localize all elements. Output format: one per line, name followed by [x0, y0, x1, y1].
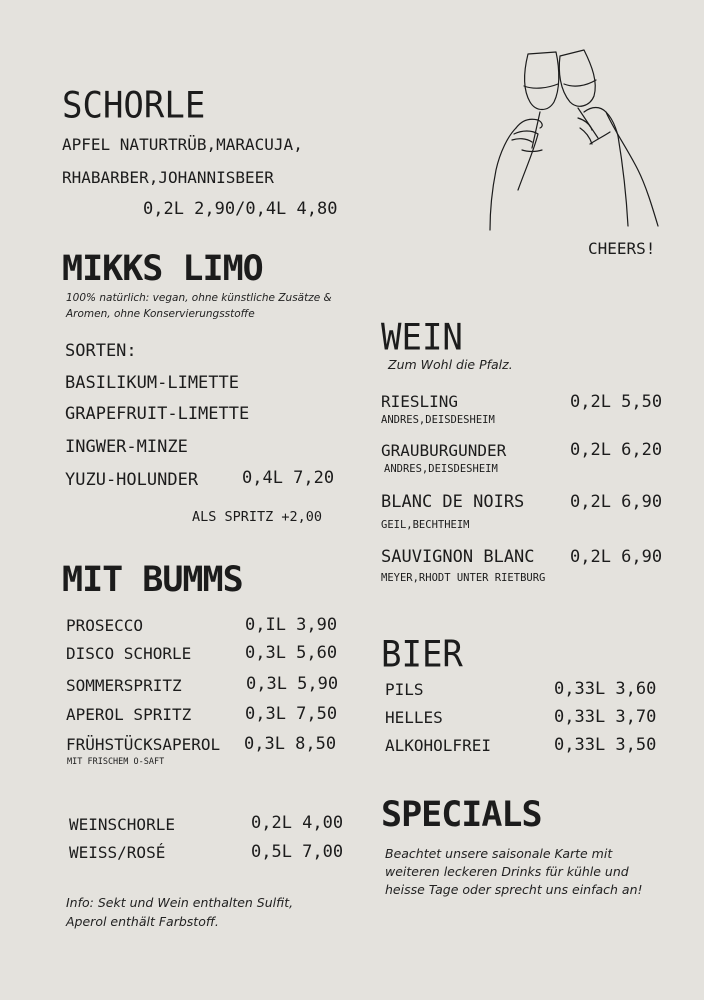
- bumms-extra-name: WEINSCHORLE: [69, 815, 175, 834]
- limo-sorte-2: GRAPEFRUIT-LIMETTE: [65, 404, 250, 424]
- bumms-item-price: 0,3L 5,60: [245, 643, 338, 663]
- bier-item-price: 0,33L 3,50: [554, 735, 657, 755]
- bumms-item-name: FRÜHSTÜCKSAPEROL: [66, 735, 221, 754]
- limo-desc-1: 100% natürlich: vegan, ohne künstliche Zusätze &: [66, 292, 332, 304]
- schorle-line-2: RHABARBER,JOHANNISBEER: [62, 168, 274, 187]
- specials-line-2: weiteren leckeren Drinks für kühle und: [385, 864, 629, 879]
- bier-item-name: PILS: [385, 680, 424, 699]
- bier-item-price: 0,33L 3,70: [554, 707, 657, 727]
- cheers-label: CHEERS!: [588, 239, 656, 258]
- limo-sorte-4: YUZU-HOLUNDER: [65, 470, 199, 490]
- schorle-price: 0,2L 2,90/0,4L 4,80: [143, 199, 338, 219]
- bumms-title: MIT BUMMS: [62, 560, 243, 600]
- limo-desc-2: Aromen, ohne Konservierungsstoffe: [66, 308, 255, 320]
- specials-line-3: heisse Tage oder sprecht uns einfach an!: [385, 882, 643, 897]
- wein-subtitle: Zum Wohl die Pfalz.: [388, 357, 513, 372]
- bumms-item-name: SOMMERSPRITZ: [66, 676, 182, 695]
- schorle-line-1: APFEL NATURTRÜB,MARACUJA,: [62, 135, 303, 154]
- specials-line-1: Beachtet unsere saisonale Karte mit: [385, 846, 613, 861]
- bier-title: BIER: [381, 633, 463, 677]
- bumms-item-price: 0,3L 7,50: [245, 704, 338, 724]
- wein-item-origin: MEYER,RHODT UNTER RIETBURG: [381, 572, 546, 584]
- bumms-item-name: DISCO SCHORLE: [66, 644, 192, 663]
- bumms-item-price: 0,3L 8,50: [244, 734, 337, 754]
- wein-item-name: SAUVIGNON BLANC: [381, 547, 535, 567]
- wein-item-price: 0,2L 6,90: [570, 547, 663, 567]
- limo-price: 0,4L 7,20: [242, 468, 335, 488]
- bumms-item-name: APEROL SPRITZ: [66, 705, 192, 724]
- limo-sorte-1: BASILIKUM-LIMETTE: [65, 373, 239, 393]
- info-line-2: Aperol enthält Farbstoff.: [66, 914, 219, 929]
- wein-item-price: 0,2L 6,90: [570, 492, 663, 512]
- wein-item-price: 0,2L 6,20: [570, 440, 663, 460]
- bumms-item-price: 0,IL 3,90: [245, 615, 338, 635]
- limo-title: MIKKS LIMO: [62, 249, 263, 289]
- bier-item-price: 0,33L 3,60: [554, 679, 657, 699]
- bumms-extra-price: 0,5L 7,00: [251, 842, 344, 862]
- bumms-extra-name: WEISS/ROSÉ: [69, 843, 166, 862]
- wein-item-name: BLANC DE NOIRS: [381, 492, 525, 512]
- info-line-1: Info: Sekt und Wein enthalten Sulfit,: [66, 895, 294, 910]
- specials-title: SPECIALS: [381, 795, 542, 835]
- wein-item-price: 0,2L 5,50: [570, 392, 663, 412]
- toasting-glasses-icon: [478, 40, 668, 235]
- bumms-item-note: MIT FRISCHEM O-SAFT: [67, 757, 165, 767]
- bier-item-name: ALKOHOLFREI: [385, 736, 491, 755]
- wein-item-origin: ANDRES,DEISDESHEIM: [384, 463, 498, 475]
- wein-title: WEIN: [381, 316, 463, 360]
- bier-item-name: HELLES: [385, 708, 443, 727]
- limo-sorte-3: INGWER-MINZE: [65, 437, 188, 457]
- limo-spritz: ALS SPRITZ +2,00: [192, 509, 323, 525]
- wein-item-origin: ANDRES,DEISDESHEIM: [381, 414, 495, 426]
- wein-item-origin: GEIL,BECHTHEIM: [381, 519, 470, 531]
- bumms-item-name: PROSECCO: [66, 616, 144, 635]
- schorle-title: SCHORLE: [62, 84, 206, 128]
- bumms-item-price: 0,3L 5,90: [246, 674, 339, 694]
- bumms-extra-price: 0,2L 4,00: [251, 813, 344, 833]
- wein-item-name: RIESLING: [381, 392, 459, 411]
- limo-sorten-label: SORTEN:: [65, 341, 137, 361]
- wein-item-name: GRAUBURGUNDER: [381, 441, 507, 460]
